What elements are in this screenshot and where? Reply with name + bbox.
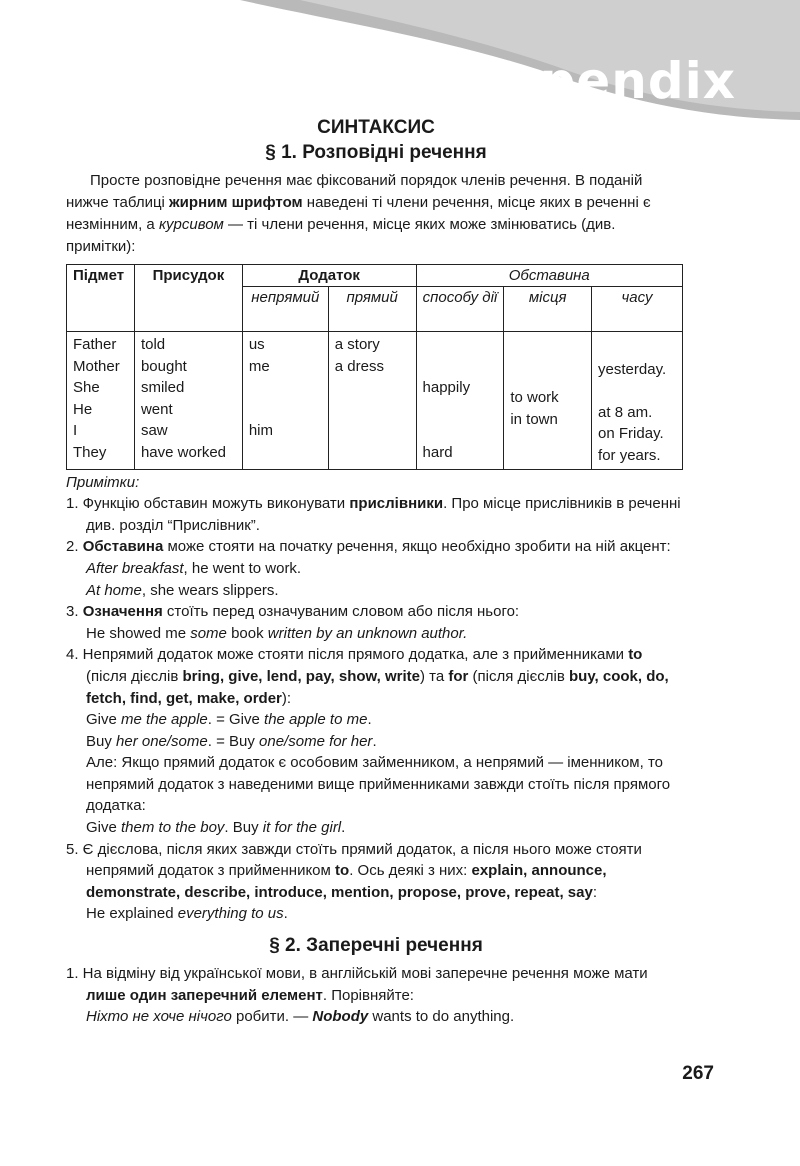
col-place: [504, 332, 592, 470]
table-cell: a story: [334, 336, 380, 353]
table-cell: She: [73, 379, 100, 397]
col-subject: [67, 332, 135, 470]
table-cell: us: [248, 336, 265, 353]
note-1: 1. Функцію обставин можуть виконувати прислівники. Про місце прислівників в реченні див. розділ “Прислівник”.: [66, 495, 681, 534]
note-2-example-1: After breakfast, he went to work.: [86, 559, 302, 577]
note-2: 2. Обставина може стояти на початку речення, якщо необхідно зробити на ній акцент:: [66, 538, 671, 556]
table-cell: Father: [73, 336, 117, 353]
note-4-but: Але: Якщо прямий додаток є особовим займенником, а непрямий — іменником, то непрямий додаток з наведеними вище прийменниками завжди стоїть після прямого додатка:: [86, 754, 671, 815]
word-order-table: [66, 264, 683, 470]
section1-title: § 1. Розповідні речення: [265, 142, 487, 163]
appendix-title: Appendix: [463, 52, 736, 110]
table-cell: him: [248, 422, 274, 440]
table-cell: to work: [510, 389, 559, 407]
table-cell: [249, 377, 322, 399]
page-number: 267: [682, 1063, 714, 1084]
header-adverbial: Обставина: [416, 265, 682, 287]
table-cell: hard: [422, 443, 453, 461]
table-cell: in town: [510, 410, 558, 428]
table-cell: yesterday.: [598, 360, 667, 378]
header-indirect: непрямий: [242, 287, 328, 332]
table-cell: I: [73, 422, 78, 440]
table-cell: me: [248, 357, 270, 375]
section2-title: § 2. Заперечні речення: [269, 935, 483, 957]
header-object: Додаток: [242, 265, 416, 287]
note-3-example: He showed me some book written by an unknown author.: [86, 624, 468, 642]
header-manner: способу дії: [416, 287, 504, 332]
col-manner: [416, 332, 504, 470]
col-time: [592, 332, 683, 470]
section2-example: Ніхто не хоче нічого робити. — Nobody wants to do anything.: [86, 1008, 515, 1026]
table-cell: on Friday.: [598, 425, 664, 443]
col-indirect: [242, 332, 328, 470]
table-cell: He: [73, 400, 93, 418]
table-cell: happily: [422, 379, 471, 397]
table-cell: bought: [140, 357, 187, 375]
note-5-example: He explained everything to us.: [86, 905, 288, 923]
note-4: 4. Непрямий додаток може стояти після прямого додатка, але з прийменниками to (після дієслів bring, give, lend, pay, show, write) та for (після дієслів buy, cook, do, fetch, find, get, make, order):: [66, 646, 669, 707]
col-direct: [328, 332, 416, 470]
col-predicate: [134, 332, 242, 470]
note-2-example-2: At home, she wears slippers.: [86, 581, 279, 599]
section2-note-1: 1. На відміну від української мови, в англійській мові заперечне речення може мати лише один заперечний елемент. Порівняйте:: [66, 965, 648, 1004]
section-heading: СИНТАКСИС: [317, 117, 435, 138]
table-cell: a dress: [334, 357, 384, 375]
note-5: 5. Є дієслова, після яких завжди стоїть прямий додаток, а після нього може стояти непрямий додаток з прийменником to. Ось деякі з них: explain, announce, demonstrate, describe, introduce, mention, propose, prove, repeat, say:: [66, 840, 642, 901]
table-cell: [249, 399, 322, 421]
note-4-example-3: Give them to the boy. Buy it for the girl.: [86, 819, 346, 837]
note-4-example-2: Buy her one/some. = Buy one/some for her.: [86, 732, 377, 750]
table-cell: [249, 442, 322, 464]
table-cell: smiled: [140, 379, 185, 397]
notes-label: Примітки:: [66, 473, 140, 491]
table-cell: Mother: [73, 357, 120, 375]
page-content: [66, 116, 686, 1028]
header-direct: прямий: [328, 287, 416, 332]
intro-paragraph: Просте розповідне речення має фіксований порядок членів речення. В поданій нижче таблиці жирним шрифтом наведені ті члени речення, місце яких в реченні є незмінним, а курсивом — ті члени речення, місце яких може змінюватись (див. примітки):: [66, 172, 651, 255]
table-cell: for years.: [598, 446, 661, 464]
table-cell: saw: [140, 422, 168, 440]
table-cell: at 8 am.: [598, 403, 653, 421]
table-cell: told: [140, 336, 166, 353]
header-place: місця: [504, 287, 592, 332]
note-4-example-1: Give me the apple. = Give the apple to me.: [86, 711, 372, 729]
table-cell: went: [140, 400, 173, 418]
header-time: часу: [592, 287, 683, 332]
header-predicate: Присудок: [134, 265, 242, 332]
header-subject: Підмет: [67, 265, 135, 332]
table-cell: have worked: [140, 443, 227, 461]
note-3: 3. Означення стоїть перед означуваним словом або після нього:: [66, 603, 520, 621]
table-cell: They: [73, 443, 107, 461]
section2: [66, 933, 686, 1028]
